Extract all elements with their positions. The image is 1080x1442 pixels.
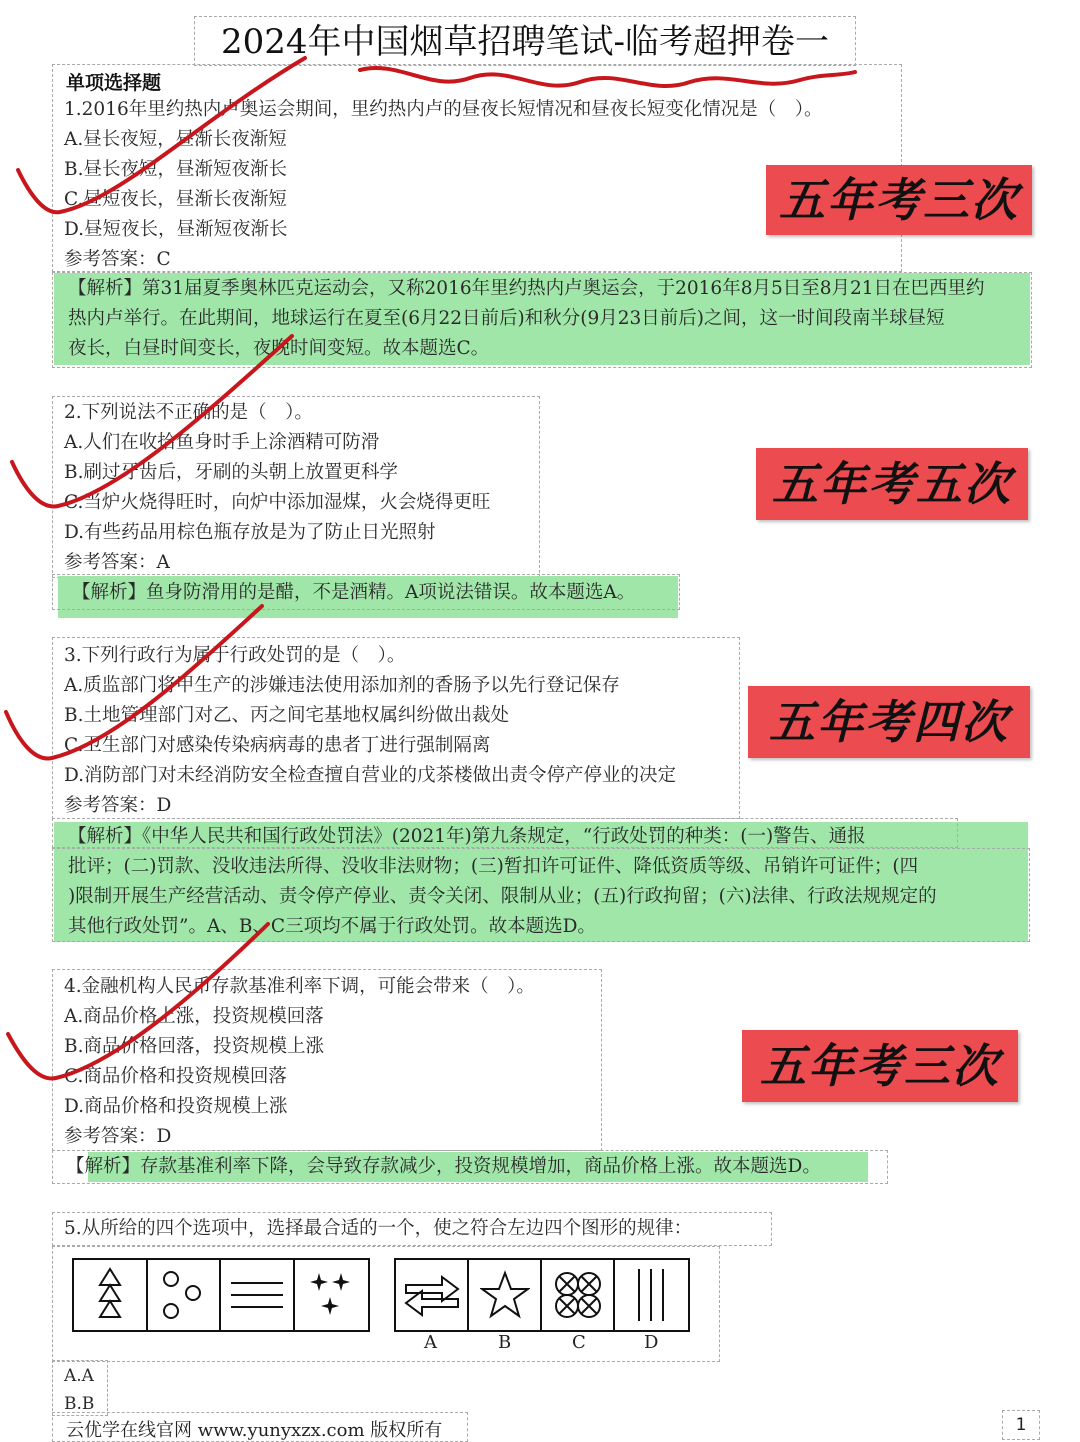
q1-explanation-frame <box>52 272 1032 368</box>
q2-frequency-badge: 五年考五次 <box>756 448 1028 520</box>
q3-option-b: B.土地管理部门对乙、丙之间宅基地权属纠纷做出裁处 <box>64 705 509 726</box>
option-label-a: A <box>424 1332 437 1353</box>
q1-option-d: D.昼短夜长，昼渐短夜渐长 <box>64 219 288 240</box>
option-label-c: C <box>572 1332 586 1353</box>
q5-answer-b: B.B <box>64 1394 95 1414</box>
q4-stem: 4.金融机构人民币存款基准利率下调，可能会带来（ ）。 <box>64 976 535 997</box>
q1-explanation-line: 夜长，白昼时间变长，夜晚时间变短。故本题选C。 <box>68 338 490 359</box>
option-label-d: D <box>644 1332 659 1353</box>
q3-explanation-frame <box>52 848 1030 942</box>
q1-stem: 1.2016年里约热内卢奥运会期间，里约热内卢的昼夜长短情况和昼夜长短变化情况是（ ）。 <box>64 99 823 120</box>
q4-explanation: 【解析】存款基准利率下降，会导致存款减少，投资规模增加，商品价格上涨。故本题选D。 <box>66 1156 821 1177</box>
q2-answer: 参考答案：A <box>64 552 170 573</box>
q1-explanation-line: 【解析】第31届夏季奥林匹克运动会，又称2016年里约热内卢奥运会，于2016年8月5日至8月21日在巴西里约 <box>68 278 985 299</box>
option-c-crossed-circles <box>542 1260 615 1330</box>
q2-option-c: C.当炉火烧得旺时，向炉中添加湿煤，火会烧得更旺 <box>64 492 491 513</box>
footer-copyright: 云优学在线官网 www.yunyxzx.com 版权所有 <box>66 1420 443 1441</box>
q3-frequency-badge: 五年考四次 <box>748 686 1030 758</box>
q5-answer-a: A.A <box>64 1366 94 1386</box>
q4-answer: 参考答案：D <box>64 1126 172 1147</box>
q5-option-figures <box>394 1258 690 1332</box>
q4-option-c: C.商品价格和投资规模回落 <box>64 1066 287 1087</box>
q1-answer: 参考答案：C <box>64 249 171 270</box>
q1-option-a: A.昼长夜短，昼渐长夜渐短 <box>64 129 287 150</box>
page-title: 2024年中国烟草招聘笔试-临考超押卷一 <box>194 16 856 66</box>
option-b-star <box>469 1260 542 1330</box>
q3-option-d: D.消防部门对未经消防安全检查擅自营业的戊茶楼做出责令停产停业的决定 <box>64 765 677 786</box>
q3-option-a: A.质监部门将甲生产的涉嫌违法使用添加剂的香肠予以先行登记保存 <box>64 675 620 696</box>
q1-explanation-line: 热内卢举行。在此期间，地球运行在夏至(6月22日前后)和秋分(9月23日前后)之间，这一时间段南半球昼短 <box>68 308 945 329</box>
section-heading: 单项选择题 <box>66 72 162 94</box>
q2-explanation-frame <box>52 574 680 610</box>
q5-stem: 5.从所给的四个选项中，选择最合适的一个，使之符合左边四个图形的规律： <box>64 1218 693 1239</box>
q2-option-a: A.人们在收拾鱼身时手上涂酒精可防滑 <box>64 432 380 453</box>
option-a-arrows <box>396 1260 469 1330</box>
q4-option-a: A.商品价格上涨，投资规模回落 <box>64 1006 324 1027</box>
q3-stem: 3.下列行政行为属于行政处罚的是（ ）。 <box>64 645 406 666</box>
q2-explanation-line: 【解析】鱼身防滑用的是醋，不是酒精。A项说法错误。故本题选A。 <box>72 582 636 603</box>
q3-explanation-line: 批评；(二)罚款、没收违法所得、没收非法财物；(三)暂扣许可证件、降低资质等级、吊销许可证件；(四 <box>68 856 919 877</box>
q3-explanation-frame-top <box>52 818 958 848</box>
q1-option-b: B.昼长夜短，昼渐短夜渐长 <box>64 159 287 180</box>
q3-answer: 参考答案：D <box>64 795 172 816</box>
q1-option-c: C.昼短夜长，昼渐长夜渐短 <box>64 189 287 210</box>
option-label-b: B <box>498 1332 512 1353</box>
q2-option-b: B.刷过牙齿后，牙刷的头朝上放置更科学 <box>64 462 398 483</box>
q5-question-figures <box>72 1258 370 1332</box>
figure-triangles <box>74 1260 148 1330</box>
q2-option-d: D.有些药品用棕色瓶存放是为了防止日光照射 <box>64 522 436 543</box>
q4-explanation-frame <box>52 1150 888 1184</box>
option-d-vertical-lines <box>615 1260 688 1330</box>
q4-option-d: D.商品价格和投资规模上涨 <box>64 1096 288 1117</box>
q4-option-b: B.商品价格回落，投资规模上涨 <box>64 1036 324 1057</box>
q3-explanation-line: 【解析】《中华人民共和国行政处罚法》(2021年)第九条规定，“行政处罚的种类：(一)警告、通报 <box>68 826 866 847</box>
figure-circles <box>148 1260 222 1330</box>
page-number: 1 <box>1002 1410 1040 1440</box>
q2-stem: 2.下列说法不正确的是（ ）。 <box>64 402 313 423</box>
q1-frequency-badge: 五年考三次 <box>766 165 1032 235</box>
q3-option-c: C.卫生部门对感染传染病病毒的患者丁进行强制隔离 <box>64 735 491 756</box>
q4-frequency-badge: 五年考三次 <box>742 1030 1018 1102</box>
figure-stars <box>295 1260 368 1330</box>
q3-explanation-line: 其他行政处罚”。A、B、C三项均不属于行政处罚。故本题选D。 <box>68 916 596 937</box>
figure-lines <box>221 1260 295 1330</box>
q3-explanation-line: )限制开展生产经营活动、责令停产停业、责令关闭、限制从业；(五)行政拘留；(六)法律、行政法规规定的 <box>68 886 937 907</box>
